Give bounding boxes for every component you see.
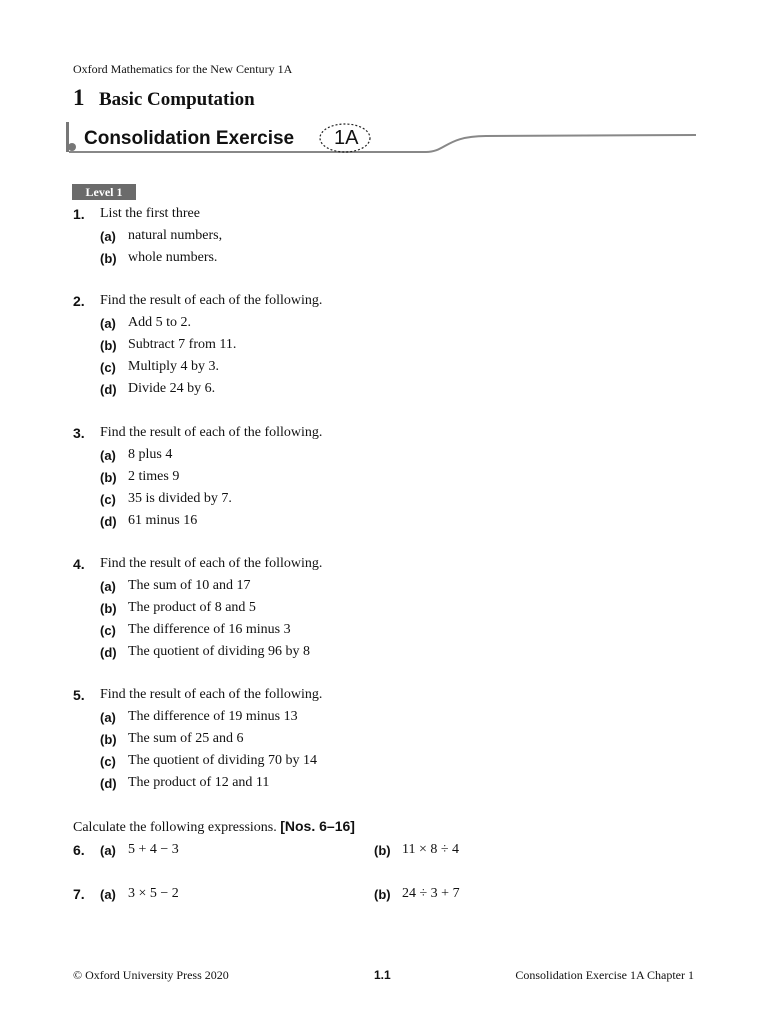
question-stem: Find the result of each of the following. [100,556,323,571]
part-text: The difference of 19 minus 13 [128,709,298,724]
banner-dot [68,143,76,151]
question-number: 7. [73,886,85,902]
part-label: (b) [100,470,117,485]
part-text: 8 plus 4 [128,447,173,462]
question-number: 5. [73,687,85,703]
part-label: (d) [100,514,117,529]
question-number: 1. [73,206,85,222]
part-label: (a) [100,887,116,902]
part-label: (c) [100,754,116,769]
exercise-code: 1A [334,127,359,149]
question-number: 2. [73,293,85,309]
question-number: 3. [73,425,85,441]
part-label: (c) [100,360,116,375]
expression: 11 × 8 ÷ 4 [402,842,460,857]
part-label: (b) [374,887,391,902]
part-label: (b) [374,843,391,858]
part-text: The sum of 10 and 17 [128,578,251,593]
chapter-heading [73,85,255,111]
expression: 24 ÷ 3 + 7 [402,886,460,901]
exercise-title: Consolidation Exercise [84,128,295,149]
footer-copyright: © Oxford University Press 2020 [73,968,229,982]
part-label: (b) [100,732,117,747]
part-label: (b) [100,338,117,353]
part-text: Divide 24 by 6. [128,381,216,396]
question-stem: List the first three [100,206,200,221]
calc-instructions [73,818,355,836]
chapter-number: 1 [73,85,85,110]
question-stem: Find the result of each of the following. [100,687,323,702]
part-label: (c) [100,492,116,507]
question-number: 4. [73,556,85,572]
page-number: 1.1 [374,968,391,982]
part-label: (d) [100,776,117,791]
level-badge: Level 1 [72,184,136,200]
question-stem: Find the result of each of the following. [100,293,323,308]
question-stem: Find the result of each of the following. [100,425,323,440]
footer-section: Consolidation Exercise 1A Chapter 1 [515,968,694,982]
exercise-banner [66,120,696,160]
part-label: (a) [100,229,116,244]
part-label: (a) [100,448,116,463]
chapter-title: Basic Computation [99,89,255,110]
expression: 3 × 5 − 2 [128,886,179,901]
book-title: Oxford Mathematics for the New Century 1A [73,62,293,76]
part-text: natural numbers, [128,228,223,243]
part-text: The quotient of dividing 96 by 8 [128,644,310,659]
part-text: The difference of 16 minus 3 [128,622,291,637]
part-text: The product of 12 and 11 [128,775,270,790]
part-text: 2 times 9 [128,469,180,484]
part-label: (a) [100,316,116,331]
part-text: Subtract 7 from 11. [128,337,237,352]
part-label: (b) [100,251,117,266]
part-text: Multiply 4 by 3. [128,359,220,374]
question-number: 6. [73,842,85,858]
part-text: 35 is divided by 7. [128,491,232,506]
part-label: (c) [100,623,116,638]
expression: 5 + 4 − 3 [128,842,179,857]
part-label: (b) [100,601,117,616]
part-label: (a) [100,710,116,725]
part-label: (a) [100,843,116,858]
part-label: (a) [100,579,116,594]
part-label: (d) [100,645,117,660]
calc-intro: Calculate the following expressions. [73,820,277,835]
part-text: Add 5 to 2. [128,315,191,330]
part-text: The product of 8 and 5 [128,600,256,615]
calc-range: [Nos. 6–16] [280,818,355,834]
part-text: whole numbers. [128,250,218,265]
part-text: 61 minus 16 [128,513,198,528]
part-text: The quotient of dividing 70 by 14 [128,753,317,768]
part-label: (d) [100,382,117,397]
part-text: The sum of 25 and 6 [128,731,244,746]
